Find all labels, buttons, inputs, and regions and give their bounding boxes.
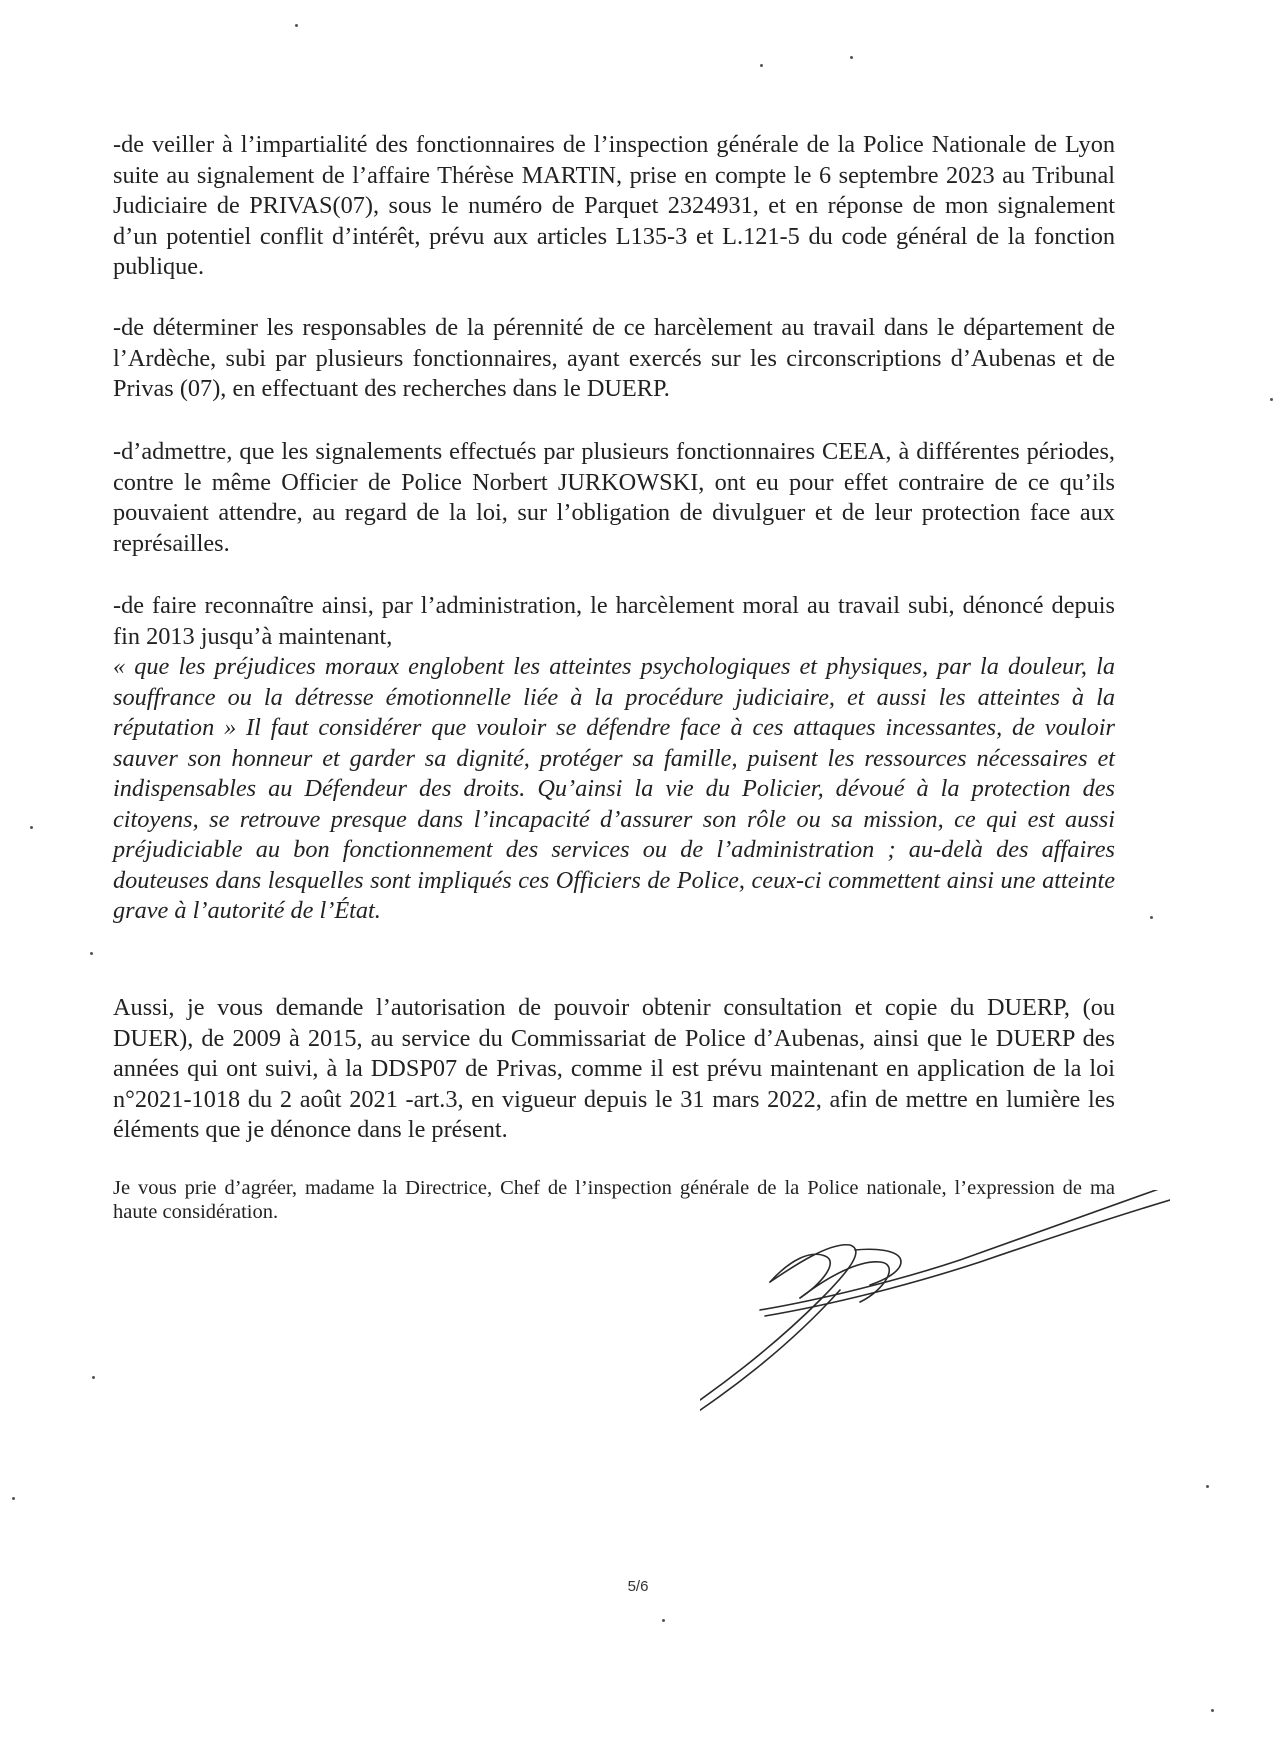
scan-speck (1150, 916, 1153, 919)
handwritten-signature (700, 1190, 1170, 1470)
paragraph-harcelement-quote: « que les préjudices moraux englobent les atteintes psychologiques et physiques, par la douleur, la souffrance ou la détresse émotionnelle liée à la procédure judiciaire, et aussi les atteintes à la réputation » Il faut considérer que vouloir se défendre face à ces attaques incessantes, de vouloir sauver son honneur et garder sa dignité, protéger sa famille, puisent les ressources nécessaires et indispensables au Défendeur des droits. Qu’ainsi la vie du Policier, dévoué à la protection des citoyens, se retrouve presque dans l’incapacité d’assurer son rôle ou sa mission, ce qui est aussi préjudiciable au bon fonctionnement des services ou de l’administration ; au-delà des affaires douteuses dans lesquelles sont impliqués ces Officiers de Police, ceux-ci commettent ainsi une atteinte grave à l’autorité de l’État. (113, 653, 1115, 924)
paragraph-closing: Je vous prie d’agréer, madame la Directrice, Chef de l’inspection générale de la Police nationale, l’expression de ma haute considération. (113, 1177, 1115, 1223)
scan-speck (92, 1376, 95, 1379)
paragraph-impartiality: -de veiller à l’impartialité des fonctionnaires de l’inspection générale de la Police Nationale de Lyon suite au signalement de l’affaire Thérèse MARTIN, prise en compte le 6 septembre 2023 au Tribunal Judiciaire de PRIVAS(07), sous le numéro de Parquet 2324931, et en réponse de mon signalement d’un potentiel conflit d’intérêt, prévu aux articles L135-3 et L.121-5 du code général de la fonction publique. (113, 131, 1115, 280)
paragraph-harcelement (113, 591, 1115, 927)
paragraph-harcelement-intro: -de faire reconnaître ainsi, par l’administration, le harcèlement moral au travail subi, dénoncé depuis fin 2013 jusqu’à maintenant, (113, 592, 1115, 650)
scan-speck (30, 826, 33, 829)
scan-speck (90, 952, 93, 955)
scan-speck (850, 56, 853, 59)
paragraph-responsables: -de déterminer les responsables de la pérennité de ce harcèlement au travail dans le département de l’Ardèche, subi par plusieurs fonctionnaires, ayant exercés sur les circonscriptions d’Aubenas et de Privas (07), en effectuant des recherches dans le DUERP. (113, 314, 1115, 402)
scan-speck (1211, 1709, 1214, 1712)
paragraph-duerp-request: Aussi, je vous demande l’autorisation de pouvoir obtenir consultation et copie du DUERP, (ou DUER), de 2009 à 2015, au service du Commissariat de Police d’Aubenas, ainsi que le DUERP des années qui ont suivi, à la DDSP07 de Privas, comme il est prévu maintenant en application de la loi n°2021-1018 du 2 août 2021 -art.3, en vigueur depuis le 31 mars 2022, afin de mettre en lumière les éléments que je dénonce dans le présent. (113, 994, 1115, 1143)
scan-speck (662, 1619, 665, 1622)
scan-speck (760, 64, 763, 67)
scan-speck (1270, 398, 1273, 401)
scan-speck (1206, 1485, 1209, 1488)
page-number: 5/6 (627, 1578, 649, 1595)
scan-speck (295, 24, 298, 27)
scan-speck (12, 1497, 15, 1500)
paragraph-signalements: -d’admettre, que les signalements effectués par plusieurs fonctionnaires CEEA, à différentes périodes, contre le même Officier de Police Norbert JURKOWSKI, ont eu pour effet contraire de ce qu’ils pouvaient attendre, au regard de la loi, sur l’obligation de divulguer et de leur protection face aux représailles. (113, 438, 1115, 557)
